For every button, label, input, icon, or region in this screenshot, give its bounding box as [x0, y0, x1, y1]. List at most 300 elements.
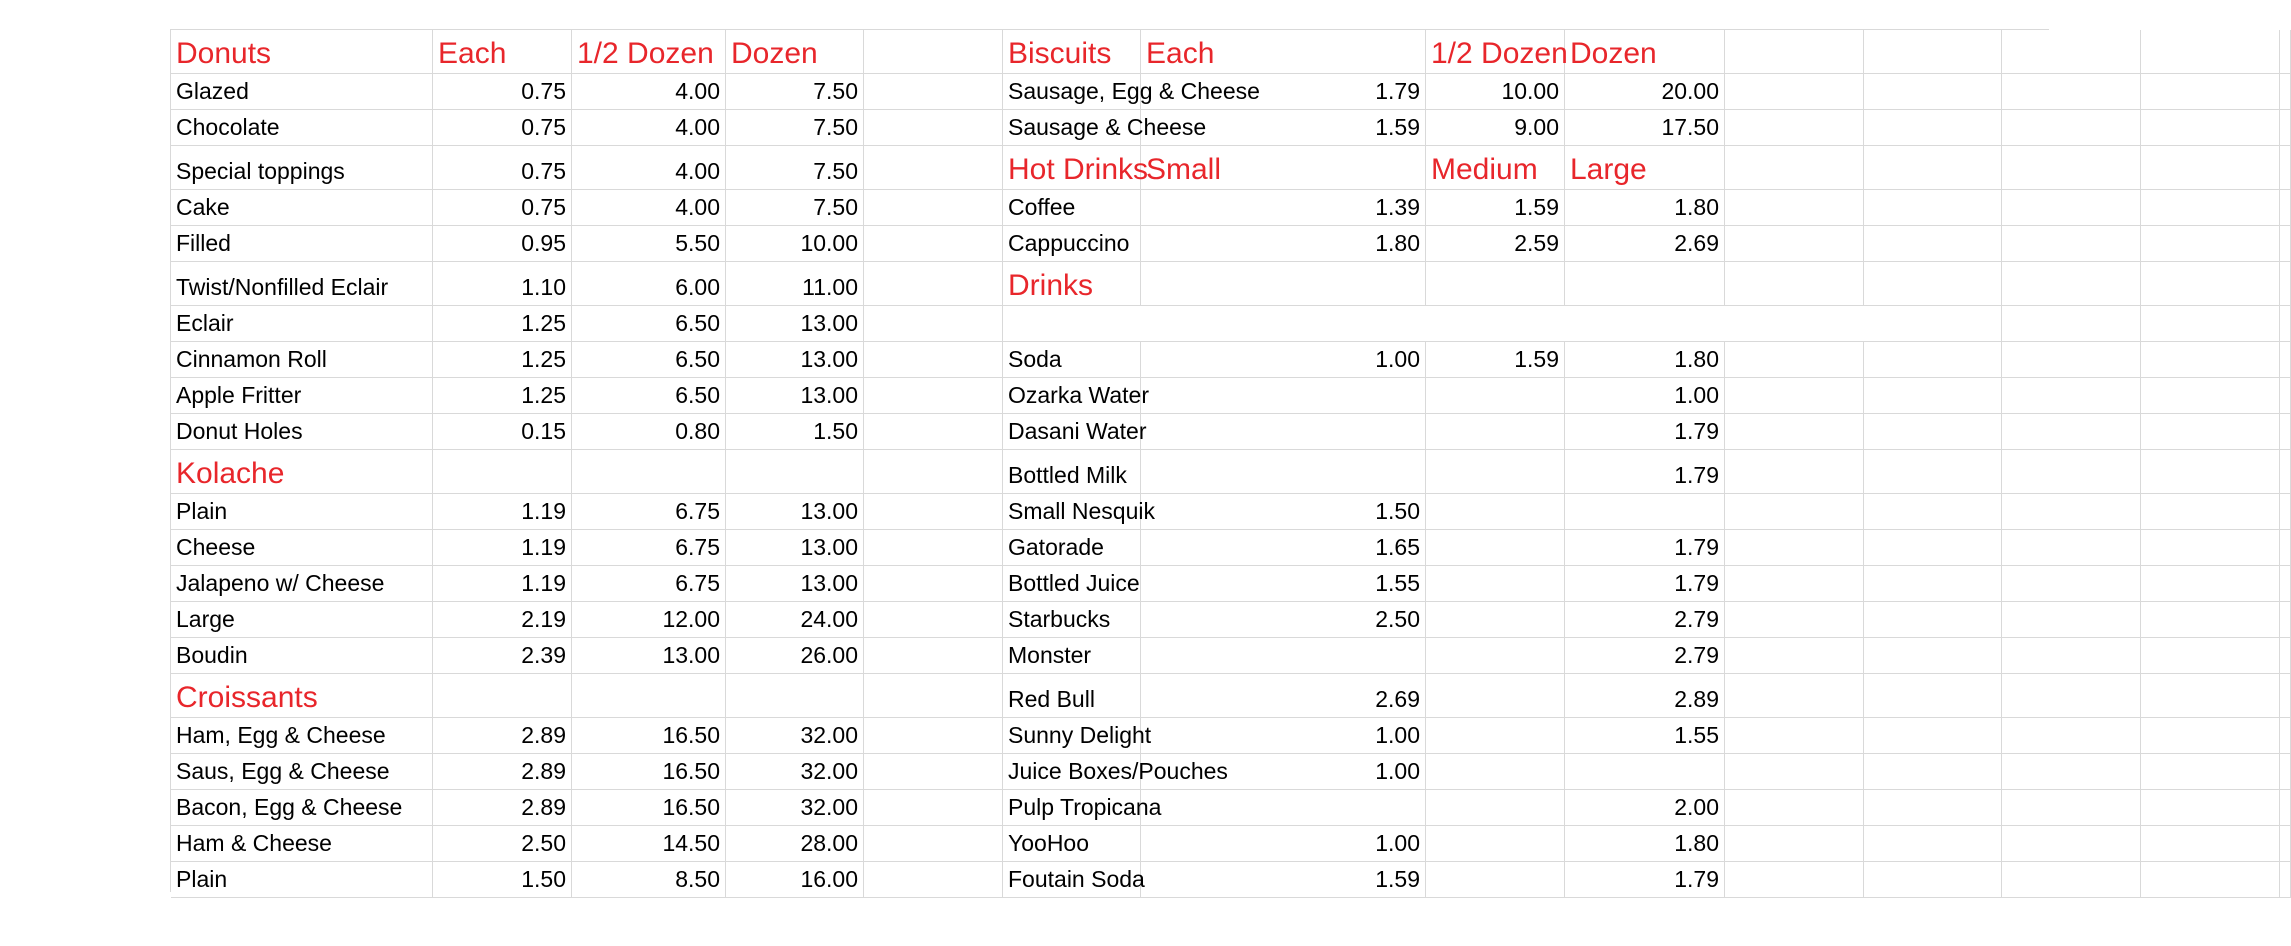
price-cell[interactable]: 1.59 — [1141, 110, 1426, 146]
empty-cell[interactable] — [864, 146, 1003, 190]
price-cell[interactable]: Donut Holes — [171, 414, 433, 450]
price-cell[interactable]: 5.50 — [572, 226, 726, 262]
empty-cell[interactable] — [2280, 414, 2291, 450]
section-header-cell[interactable]: Biscuits — [1003, 30, 1141, 74]
empty-cell[interactable] — [2280, 602, 2291, 638]
empty-cell[interactable] — [2280, 262, 2291, 306]
empty-cell[interactable] — [1725, 754, 1864, 790]
empty-cell[interactable] — [2002, 674, 2141, 718]
price-cell[interactable]: 1.80 — [1565, 342, 1725, 378]
price-cell[interactable]: 28.00 — [726, 826, 864, 862]
price-cell[interactable]: 13.00 — [726, 566, 864, 602]
empty-cell[interactable] — [1864, 602, 2002, 638]
price-cell[interactable]: Bottled Juice — [1003, 566, 1141, 602]
section-header-cell[interactable] — [433, 450, 572, 494]
price-cell[interactable]: 1.19 — [433, 494, 572, 530]
empty-cell[interactable] — [1864, 110, 2002, 146]
empty-cell[interactable] — [2002, 190, 2141, 226]
empty-cell[interactable] — [1864, 378, 2002, 414]
empty-cell[interactable] — [864, 342, 1003, 378]
price-cell[interactable]: 1.50 — [726, 414, 864, 450]
price-cell[interactable]: 13.00 — [726, 494, 864, 530]
empty-cell[interactable] — [2141, 262, 2280, 306]
empty-cell[interactable] — [2002, 414, 2141, 450]
section-header-cell[interactable]: Each — [1141, 30, 1426, 74]
price-cell[interactable]: Ozarka Water — [1003, 378, 1141, 414]
empty-cell[interactable] — [1725, 262, 1864, 306]
empty-cell[interactable] — [2280, 450, 2291, 494]
price-cell[interactable]: 1.80 — [1565, 190, 1725, 226]
empty-cell[interactable] — [2280, 342, 2291, 378]
section-header-cell[interactable]: 1/2 Dozen — [572, 30, 726, 74]
price-cell[interactable]: 1.00 — [1141, 826, 1426, 862]
price-cell[interactable]: Bacon, Egg & Cheese — [171, 790, 433, 826]
empty-cell[interactable] — [2141, 342, 2280, 378]
price-cell[interactable]: 6.50 — [572, 306, 726, 342]
empty-cell[interactable] — [864, 110, 1003, 146]
price-cell[interactable]: 1.55 — [1565, 718, 1725, 754]
empty-cell[interactable] — [2002, 530, 2141, 566]
price-cell[interactable]: 10.00 — [726, 226, 864, 262]
empty-cell[interactable] — [1725, 862, 1864, 898]
empty-cell[interactable] — [2280, 862, 2291, 898]
price-cell[interactable]: 2.50 — [433, 826, 572, 862]
empty-cell[interactable] — [2280, 378, 2291, 414]
empty-cell[interactable] — [2002, 378, 2141, 414]
price-cell[interactable]: 32.00 — [726, 790, 864, 826]
price-cell[interactable]: 1.59 — [1426, 342, 1565, 378]
price-cell[interactable]: 2.39 — [433, 638, 572, 674]
price-cell[interactable]: 2.89 — [1565, 674, 1725, 718]
empty-cell[interactable] — [2141, 494, 2280, 530]
price-cell[interactable] — [1141, 790, 1426, 826]
empty-cell[interactable] — [1864, 30, 2002, 74]
empty-cell[interactable] — [864, 494, 1003, 530]
price-cell[interactable] — [1426, 450, 1565, 494]
section-header-cell[interactable] — [1141, 262, 1426, 306]
price-cell[interactable]: 0.75 — [433, 110, 572, 146]
price-cell[interactable]: 1.19 — [433, 566, 572, 602]
empty-cell[interactable] — [1725, 342, 1864, 378]
price-cell[interactable]: Apple Fritter — [171, 378, 433, 414]
empty-cell[interactable] — [864, 718, 1003, 754]
price-cell[interactable] — [1426, 530, 1565, 566]
price-cell[interactable] — [1426, 862, 1565, 898]
price-cell[interactable]: 1.00 — [1141, 718, 1426, 754]
empty-cell[interactable] — [2280, 530, 2291, 566]
price-cell[interactable]: 13.00 — [726, 530, 864, 566]
merged-empty-cell[interactable] — [1003, 306, 2002, 342]
price-cell[interactable]: Jalapeno w/ Cheese — [171, 566, 433, 602]
price-cell[interactable]: 1.79 — [1565, 414, 1725, 450]
empty-cell[interactable] — [2002, 826, 2141, 862]
price-cell[interactable]: 7.50 — [726, 146, 864, 190]
price-cell[interactable] — [1426, 378, 1565, 414]
price-cell[interactable]: Filled — [171, 226, 433, 262]
empty-cell[interactable] — [1864, 146, 2002, 190]
price-cell[interactable] — [1426, 790, 1565, 826]
empty-cell[interactable] — [2280, 306, 2291, 342]
price-cell[interactable] — [1426, 414, 1565, 450]
price-cell[interactable]: 4.00 — [572, 110, 726, 146]
empty-cell[interactable] — [2141, 862, 2280, 898]
price-cell[interactable]: 0.75 — [433, 146, 572, 190]
price-cell[interactable]: YooHoo — [1003, 826, 1141, 862]
empty-cell[interactable] — [2280, 638, 2291, 674]
price-cell[interactable]: Cappuccino — [1003, 226, 1141, 262]
section-header-cell[interactable]: Hot Drinks — [1003, 146, 1141, 190]
price-cell[interactable]: 26.00 — [726, 638, 864, 674]
price-cell[interactable]: 1.55 — [1141, 566, 1426, 602]
empty-cell[interactable] — [2002, 146, 2141, 190]
empty-cell[interactable] — [2141, 190, 2280, 226]
section-header-cell[interactable] — [726, 674, 864, 718]
empty-cell[interactable] — [1864, 262, 2002, 306]
price-cell[interactable]: 1.50 — [433, 862, 572, 898]
price-cell[interactable]: Bottled Milk — [1003, 450, 1141, 494]
section-header-cell[interactable] — [572, 674, 726, 718]
price-cell[interactable]: 1.79 — [1565, 566, 1725, 602]
price-cell[interactable]: 2.79 — [1565, 638, 1725, 674]
empty-cell[interactable] — [1864, 862, 2002, 898]
price-cell[interactable] — [1426, 602, 1565, 638]
empty-cell[interactable] — [2002, 566, 2141, 602]
price-cell[interactable]: 4.00 — [572, 146, 726, 190]
empty-cell[interactable] — [1725, 638, 1864, 674]
empty-cell[interactable] — [1725, 190, 1864, 226]
price-cell[interactable]: 16.50 — [572, 754, 726, 790]
empty-cell[interactable] — [2141, 602, 2280, 638]
price-cell[interactable]: Eclair — [171, 306, 433, 342]
empty-cell[interactable] — [2141, 754, 2280, 790]
empty-cell[interactable] — [2141, 414, 2280, 450]
price-cell[interactable]: 6.00 — [572, 262, 726, 306]
empty-cell[interactable] — [2280, 110, 2291, 146]
empty-cell[interactable] — [1864, 190, 2002, 226]
price-cell[interactable]: 1.19 — [433, 530, 572, 566]
empty-cell[interactable] — [2002, 342, 2141, 378]
price-cell[interactable] — [1141, 450, 1426, 494]
price-cell[interactable]: 0.80 — [572, 414, 726, 450]
empty-cell[interactable] — [864, 566, 1003, 602]
empty-cell[interactable] — [1864, 638, 2002, 674]
section-header-cell[interactable]: Dozen — [1565, 30, 1725, 74]
price-cell[interactable]: 6.50 — [572, 378, 726, 414]
price-cell[interactable]: 2.89 — [433, 718, 572, 754]
price-cell[interactable]: 4.00 — [572, 190, 726, 226]
price-cell[interactable]: 2.89 — [433, 790, 572, 826]
price-cell[interactable]: 2.79 — [1565, 602, 1725, 638]
price-cell[interactable] — [1565, 754, 1725, 790]
price-cell[interactable]: 1.25 — [433, 378, 572, 414]
price-cell[interactable]: Ham, Egg & Cheese — [171, 718, 433, 754]
price-cell[interactable]: 0.15 — [433, 414, 572, 450]
empty-cell[interactable] — [1864, 674, 2002, 718]
empty-cell[interactable] — [2002, 450, 2141, 494]
price-cell[interactable]: 13.00 — [726, 378, 864, 414]
price-cell[interactable]: 1.79 — [1141, 74, 1426, 110]
empty-cell[interactable] — [864, 30, 1003, 74]
empty-cell[interactable] — [2002, 494, 2141, 530]
empty-cell[interactable] — [1864, 790, 2002, 826]
price-cell[interactable]: 16.00 — [726, 862, 864, 898]
empty-cell[interactable] — [2280, 226, 2291, 262]
empty-cell[interactable] — [2002, 74, 2141, 110]
empty-cell[interactable] — [2141, 306, 2280, 342]
empty-cell[interactable] — [1864, 530, 2002, 566]
empty-cell[interactable] — [1864, 342, 2002, 378]
empty-cell[interactable] — [2002, 862, 2141, 898]
empty-cell[interactable] — [864, 638, 1003, 674]
price-cell[interactable]: Pulp Tropicana — [1003, 790, 1141, 826]
price-cell[interactable]: 20.00 — [1565, 74, 1725, 110]
empty-cell[interactable] — [864, 306, 1003, 342]
price-cell[interactable]: Chocolate — [171, 110, 433, 146]
section-header-cell[interactable]: Each — [433, 30, 572, 74]
empty-cell[interactable] — [1864, 566, 2002, 602]
empty-cell[interactable] — [1725, 450, 1864, 494]
price-cell[interactable]: 7.50 — [726, 110, 864, 146]
empty-cell[interactable] — [2002, 718, 2141, 754]
price-cell[interactable]: Coffee — [1003, 190, 1141, 226]
price-cell[interactable]: Ham & Cheese — [171, 826, 433, 862]
empty-cell[interactable] — [2002, 754, 2141, 790]
price-cell[interactable]: 1.00 — [1141, 754, 1426, 790]
price-cell[interactable]: 1.50 — [1141, 494, 1426, 530]
price-cell[interactable]: 13.00 — [726, 342, 864, 378]
price-cell[interactable]: 17.50 — [1565, 110, 1725, 146]
price-cell[interactable] — [1426, 826, 1565, 862]
empty-cell[interactable] — [864, 74, 1003, 110]
price-cell[interactable]: 8.50 — [572, 862, 726, 898]
section-header-cell[interactable]: Kolache — [171, 450, 433, 494]
price-cell[interactable] — [1426, 718, 1565, 754]
empty-cell[interactable] — [2141, 826, 2280, 862]
price-cell[interactable]: 1.39 — [1141, 190, 1426, 226]
price-cell[interactable]: 7.50 — [726, 190, 864, 226]
section-header-cell[interactable] — [1565, 262, 1725, 306]
empty-cell[interactable] — [864, 262, 1003, 306]
empty-cell[interactable] — [1864, 450, 2002, 494]
price-cell[interactable]: Special toppings — [171, 146, 433, 190]
price-cell[interactable]: 1.25 — [433, 342, 572, 378]
empty-cell[interactable] — [2002, 226, 2141, 262]
price-cell[interactable] — [1426, 754, 1565, 790]
empty-cell[interactable] — [1864, 754, 2002, 790]
empty-cell[interactable] — [1725, 530, 1864, 566]
empty-cell[interactable] — [864, 190, 1003, 226]
price-cell[interactable] — [1426, 566, 1565, 602]
section-header-cell[interactable] — [726, 450, 864, 494]
empty-cell[interactable] — [2141, 530, 2280, 566]
price-cell[interactable]: Plain — [171, 862, 433, 898]
price-cell[interactable]: 2.00 — [1565, 790, 1725, 826]
price-cell[interactable] — [1565, 494, 1725, 530]
price-cell[interactable]: 9.00 — [1426, 110, 1565, 146]
section-header-cell[interactable]: Drinks — [1003, 262, 1141, 306]
empty-cell[interactable] — [864, 754, 1003, 790]
price-cell[interactable]: 16.50 — [572, 790, 726, 826]
price-cell[interactable]: 1.10 — [433, 262, 572, 306]
price-cell[interactable]: 2.59 — [1426, 226, 1565, 262]
empty-cell[interactable] — [1864, 718, 2002, 754]
section-header-cell[interactable]: Small — [1141, 146, 1426, 190]
price-cell[interactable]: Dasani Water — [1003, 414, 1141, 450]
empty-cell[interactable] — [1725, 494, 1864, 530]
price-cell[interactable]: 1.59 — [1426, 190, 1565, 226]
price-cell[interactable]: 1.79 — [1565, 862, 1725, 898]
price-cell[interactable] — [1426, 494, 1565, 530]
price-cell[interactable]: 6.75 — [572, 530, 726, 566]
section-header-cell[interactable]: Dozen — [726, 30, 864, 74]
price-cell[interactable] — [1141, 414, 1426, 450]
price-cell[interactable]: 1.00 — [1565, 378, 1725, 414]
empty-cell[interactable] — [864, 378, 1003, 414]
empty-cell[interactable] — [1725, 414, 1864, 450]
empty-cell[interactable] — [1725, 378, 1864, 414]
price-cell[interactable] — [1141, 378, 1426, 414]
empty-cell[interactable] — [2141, 146, 2280, 190]
price-cell[interactable]: 10.00 — [1426, 74, 1565, 110]
price-cell[interactable]: 6.75 — [572, 494, 726, 530]
price-cell[interactable]: 0.75 — [433, 74, 572, 110]
empty-cell[interactable] — [1864, 226, 2002, 262]
empty-cell[interactable] — [1725, 30, 1864, 74]
empty-cell[interactable] — [2141, 566, 2280, 602]
section-header-cell[interactable]: Medium — [1426, 146, 1565, 190]
empty-cell[interactable] — [2002, 306, 2141, 342]
section-header-cell[interactable]: Croissants — [171, 674, 433, 718]
empty-cell[interactable] — [1725, 602, 1864, 638]
price-cell[interactable]: 1.65 — [1141, 530, 1426, 566]
empty-cell[interactable] — [2141, 110, 2280, 146]
price-cell[interactable]: 24.00 — [726, 602, 864, 638]
price-cell[interactable]: 13.00 — [572, 638, 726, 674]
price-cell[interactable] — [1426, 638, 1565, 674]
empty-cell[interactable] — [864, 674, 1003, 718]
empty-cell[interactable] — [864, 414, 1003, 450]
empty-cell[interactable] — [2002, 30, 2141, 74]
empty-cell[interactable] — [1864, 74, 2002, 110]
empty-cell[interactable] — [1725, 74, 1864, 110]
empty-cell[interactable] — [2002, 262, 2141, 306]
empty-cell[interactable] — [2141, 450, 2280, 494]
section-header-cell[interactable]: 1/2 Dozen — [1426, 30, 1565, 74]
price-cell[interactable]: 1.00 — [1141, 342, 1426, 378]
price-cell[interactable]: Cheese — [171, 530, 433, 566]
section-header-cell[interactable]: Donuts — [171, 30, 433, 74]
price-cell[interactable]: Boudin — [171, 638, 433, 674]
empty-cell[interactable] — [2280, 754, 2291, 790]
price-cell[interactable]: 4.00 — [572, 74, 726, 110]
price-cell[interactable]: Large — [171, 602, 433, 638]
price-cell[interactable]: 2.19 — [433, 602, 572, 638]
price-cell[interactable]: 6.75 — [572, 566, 726, 602]
price-cell[interactable]: 1.25 — [433, 306, 572, 342]
price-cell[interactable]: 32.00 — [726, 718, 864, 754]
price-cell[interactable]: 1.80 — [1141, 226, 1426, 262]
empty-cell[interactable] — [1864, 414, 2002, 450]
empty-cell[interactable] — [2141, 718, 2280, 754]
price-cell[interactable]: 1.79 — [1565, 450, 1725, 494]
section-header-cell[interactable] — [1426, 262, 1565, 306]
empty-cell[interactable] — [864, 862, 1003, 898]
empty-cell[interactable] — [2002, 790, 2141, 826]
price-cell[interactable]: 2.69 — [1565, 226, 1725, 262]
price-cell[interactable]: 13.00 — [726, 306, 864, 342]
empty-cell[interactable] — [2280, 494, 2291, 530]
empty-cell[interactable] — [1725, 718, 1864, 754]
price-cell[interactable]: 2.69 — [1141, 674, 1426, 718]
empty-cell[interactable] — [1864, 826, 2002, 862]
empty-cell[interactable] — [2280, 74, 2291, 110]
empty-cell[interactable] — [2141, 674, 2280, 718]
empty-cell[interactable] — [1725, 826, 1864, 862]
empty-cell[interactable] — [864, 790, 1003, 826]
price-cell[interactable]: 2.50 — [1141, 602, 1426, 638]
empty-cell[interactable] — [2002, 638, 2141, 674]
section-header-cell[interactable]: Large — [1565, 146, 1725, 190]
price-cell[interactable]: Twist/Nonfilled Eclair — [171, 262, 433, 306]
empty-cell[interactable] — [2141, 30, 2280, 74]
price-cell[interactable]: Sausage, Egg & Cheese — [1003, 74, 1141, 110]
price-cell[interactable]: 12.00 — [572, 602, 726, 638]
price-cell[interactable] — [1141, 638, 1426, 674]
price-cell[interactable]: Soda — [1003, 342, 1141, 378]
price-cell[interactable]: 2.89 — [433, 754, 572, 790]
empty-cell[interactable] — [2280, 30, 2291, 74]
price-cell[interactable]: Sunny Delight — [1003, 718, 1141, 754]
price-cell[interactable]: Monster — [1003, 638, 1141, 674]
price-cell[interactable]: Juice Boxes/Pouches — [1003, 754, 1141, 790]
empty-cell[interactable] — [2141, 226, 2280, 262]
empty-cell[interactable] — [2280, 146, 2291, 190]
price-cell[interactable]: Cinnamon Roll — [171, 342, 433, 378]
empty-cell[interactable] — [864, 450, 1003, 494]
price-cell[interactable]: 14.50 — [572, 826, 726, 862]
price-cell[interactable]: 1.80 — [1565, 826, 1725, 862]
empty-cell[interactable] — [2280, 790, 2291, 826]
empty-cell[interactable] — [864, 602, 1003, 638]
price-cell[interactable]: 7.50 — [726, 74, 864, 110]
price-cell[interactable]: 1.59 — [1141, 862, 1426, 898]
price-cell[interactable]: Gatorade — [1003, 530, 1141, 566]
empty-cell[interactable] — [2002, 110, 2141, 146]
empty-cell[interactable] — [2280, 674, 2291, 718]
empty-cell[interactable] — [1725, 146, 1864, 190]
empty-cell[interactable] — [1725, 790, 1864, 826]
empty-cell[interactable] — [864, 530, 1003, 566]
price-cell[interactable]: 6.50 — [572, 342, 726, 378]
empty-cell[interactable] — [2141, 790, 2280, 826]
empty-cell[interactable] — [2280, 190, 2291, 226]
price-cell[interactable]: Red Bull — [1003, 674, 1141, 718]
price-cell[interactable]: 11.00 — [726, 262, 864, 306]
section-header-cell[interactable] — [572, 450, 726, 494]
empty-cell[interactable] — [2141, 378, 2280, 414]
price-cell[interactable]: Glazed — [171, 74, 433, 110]
price-cell[interactable]: 0.95 — [433, 226, 572, 262]
price-cell[interactable]: Saus, Egg & Cheese — [171, 754, 433, 790]
price-cell[interactable]: Plain — [171, 494, 433, 530]
empty-cell[interactable] — [1725, 110, 1864, 146]
empty-cell[interactable] — [2141, 74, 2280, 110]
price-cell[interactable]: Small Nesquik — [1003, 494, 1141, 530]
price-cell[interactable]: Starbucks — [1003, 602, 1141, 638]
price-cell[interactable]: Cake — [171, 190, 433, 226]
price-cell[interactable]: 32.00 — [726, 754, 864, 790]
empty-cell[interactable] — [2002, 602, 2141, 638]
